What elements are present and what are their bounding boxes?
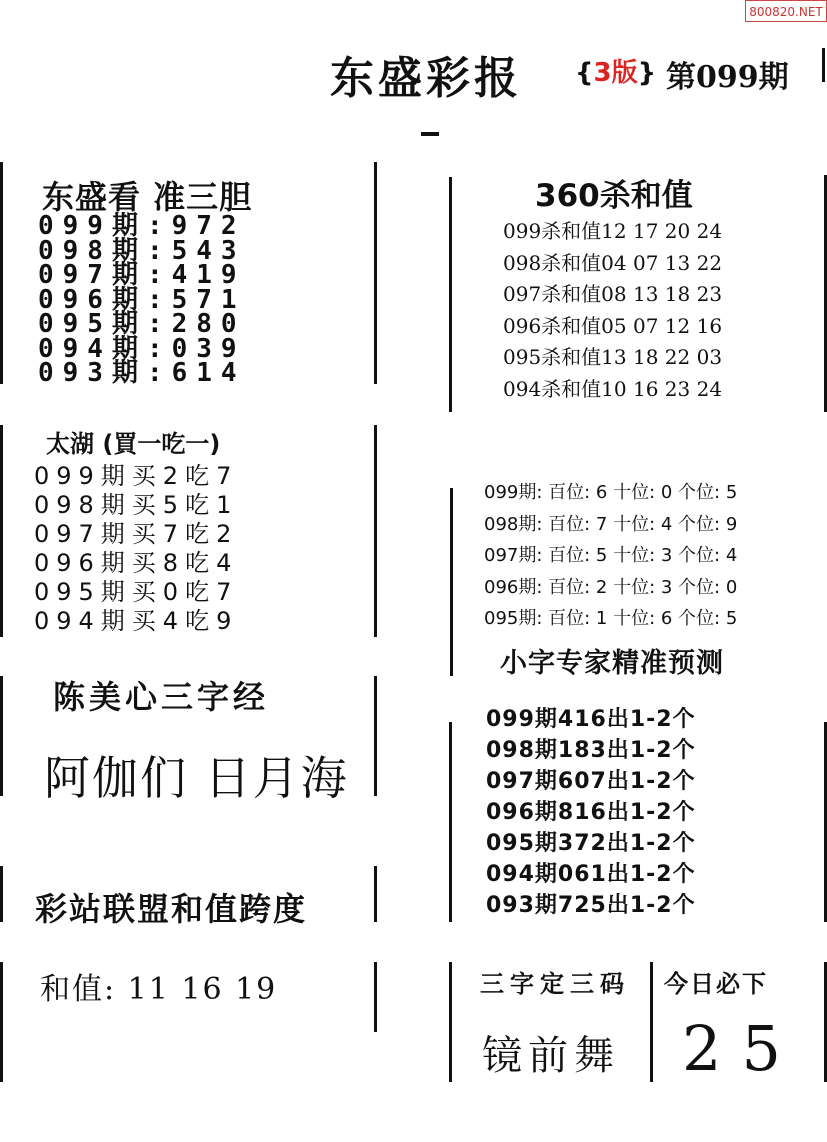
- list-item: 096期816出1-2个: [486, 800, 696, 825]
- box5-title: 陈美心三字经: [53, 678, 270, 716]
- list-item: 095期:280: [38, 309, 246, 339]
- list-item: 098期:543: [38, 235, 246, 266]
- list-item: 094杀和值10 16 23 24: [503, 376, 723, 401]
- list-item: 093期:614: [38, 358, 246, 388]
- divider: [374, 962, 377, 1032]
- box8-label2-clip: [662, 970, 822, 998]
- divider: [374, 676, 377, 796]
- list-item: 098期183出1-2个: [486, 738, 696, 763]
- box7-title: 彩站联盟和值跨度: [35, 890, 308, 928]
- list-item: 097期607出1-2个: [486, 769, 696, 794]
- divider: [374, 866, 377, 922]
- box3-title: 太湖 (買一吃一): [46, 430, 221, 458]
- list-item: 096期买8吃4: [34, 549, 239, 577]
- list-item: 098期买5吃1: [34, 491, 239, 519]
- divider: [449, 722, 452, 922]
- list-item: 095期372出1-2个: [486, 831, 696, 856]
- divider: [0, 162, 3, 384]
- sum-label: 和值:: [40, 972, 117, 1007]
- list-item: 098杀和值04 07 13 22: [503, 250, 723, 275]
- box2-list: [503, 216, 722, 405]
- list-item: 097期:419: [38, 260, 246, 290]
- list-item: 094期:039: [38, 333, 246, 364]
- list-item: 099期:972: [38, 211, 246, 241]
- box6-list-clip: [482, 707, 812, 922]
- box8-label-clip: [478, 970, 648, 998]
- box1-title: 东盛看 准三胆: [42, 178, 253, 216]
- list-item: 093期725出1-2个: [486, 893, 696, 918]
- divider: [449, 177, 452, 412]
- list-item: 097杀和值08 13 18 23: [503, 282, 723, 306]
- box1-list: [38, 211, 246, 388]
- divider: [0, 866, 3, 922]
- box3-list: [34, 462, 238, 636]
- list-item: 099期: 百位: 6 十位: 0 个位: 5: [484, 482, 738, 503]
- list-item: 099期416出1-2个: [486, 707, 696, 732]
- divider: [0, 425, 3, 637]
- issue-number: 第099期: [666, 60, 789, 95]
- list-item: 095杀和值13 18 22 03: [503, 345, 723, 369]
- sum-values: 11 16 19: [127, 972, 278, 1007]
- box8-text: 镜前舞: [482, 1033, 620, 1079]
- list-item: 097期: 百位: 5 十位: 3 个位: 4: [484, 545, 738, 566]
- list-item: 096期:571: [38, 284, 246, 315]
- box2-title: 360杀和值: [535, 178, 693, 214]
- edition-label: {3版}: [575, 58, 657, 88]
- list-item: 099杀和值12 17 20 24: [503, 219, 723, 243]
- list-item: 096期: 百位: 2 十位: 3 个位: 0: [484, 576, 738, 598]
- divider: [374, 162, 377, 384]
- box6-list: [486, 704, 696, 921]
- box5-text: 阿伽们 日月海: [44, 751, 349, 805]
- list-item: 096杀和值05 07 12 16: [503, 313, 723, 338]
- box8-label2: 今日必下: [664, 970, 768, 998]
- list-item: 094期061出1-2个: [486, 862, 696, 887]
- divider: [822, 48, 825, 82]
- divider: [450, 488, 453, 676]
- divider: [650, 962, 653, 1082]
- box7-values: [40, 964, 277, 1008]
- list-item: 095期: 百位: 1 十位: 6 个位: 5: [484, 608, 738, 629]
- box8-label: 三字定三码: [480, 970, 630, 998]
- box4-list-clip: [480, 482, 820, 636]
- divider: [421, 132, 439, 136]
- list-item: 095期买0吃7: [34, 578, 239, 606]
- list-item: 098期: 百位: 7 十位: 4 个位: 9: [484, 513, 738, 535]
- list-item: 094期买4吃9: [34, 607, 239, 635]
- divider: [0, 962, 3, 1082]
- watermark: 800820.NET: [745, 0, 827, 22]
- divider: [449, 962, 452, 1082]
- box4-title: 小字专家精准预测: [500, 648, 724, 679]
- list-item: 097期买7吃2: [34, 520, 239, 548]
- divider: [374, 425, 377, 637]
- divider: [0, 676, 3, 796]
- box4-list: [484, 477, 737, 635]
- list-item: 099期买2吃7: [34, 462, 239, 490]
- box8-number: 25: [682, 1012, 801, 1085]
- page-title: 东盛彩报: [330, 53, 522, 104]
